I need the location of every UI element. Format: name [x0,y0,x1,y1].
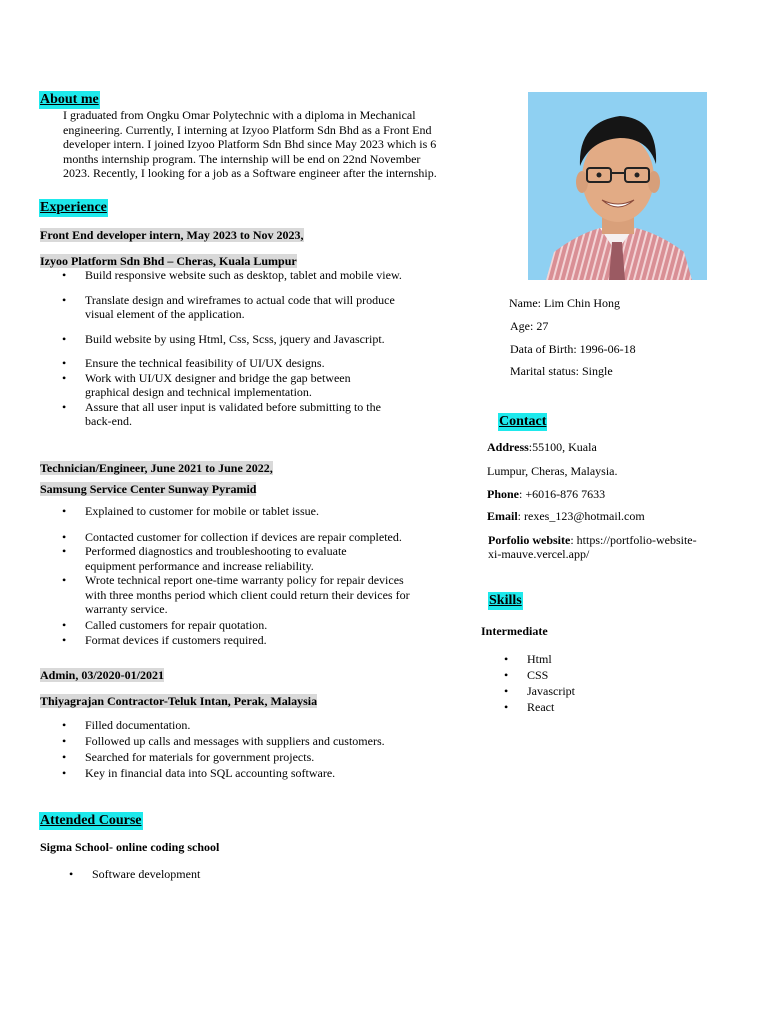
contact-portfolio [488,533,697,548]
about-line: months internship program. The internship will be end on 22nd November [63,151,421,166]
about-heading: About me [40,92,99,107]
skills-list [527,652,677,715]
list-item: • Followed up calls and messages with suppliers and customers. [85,734,455,749]
contact-address-line2: Lumpur, Cheras, Malaysia. [487,464,618,478]
list-item: • Searched for materials for government projects. [85,750,455,765]
contact-heading: Contact [499,414,547,429]
about-line: I graduated from Ongku Omar Polytechnic with a diploma in Mechanical [63,108,416,122]
email-value[interactable]: : rexes_123@hotmail.com [517,509,645,523]
contact-address [487,440,597,455]
profile-photo [528,92,707,280]
job-bullets [85,718,455,781]
list-item: • Software development [92,867,392,882]
list-item: • Wrote technical report one-time warranty policy for repair devices with three months period which client could return their devices for warranty service. [85,573,455,617]
list-item: • Work with UI/UX designer and bridge the gap between graphical design and technical implementation. [85,371,465,400]
list-item: • Translate design and wireframes to actual code that will produce visual element of the application. [85,293,465,322]
list-item: • Assure that all user input is validated before submitting to the back-end. [85,400,465,429]
job-bullets [85,504,455,648]
course-school: Sigma School- online coding school [40,840,220,854]
portfolio-label: Porfolio website [488,533,571,547]
profile-age: Age: 27 [510,319,549,333]
contact-phone [487,487,605,502]
list-item: • Explained to customer for mobile or tablet issue. [85,504,455,519]
job-company: Izyoo Platform Sdn Bhd – Cheras, Kuala Lumpur [40,254,297,268]
phone-value: : +6016-876 7633 [519,487,606,501]
profile-dob: Data of Birth: 1996-06-18 [510,342,636,356]
profile-name: Name: Lim Chin Hong [509,296,620,310]
job-title: Technician/Engineer, June 2021 to June 2022, [40,461,273,475]
list-item: • Contacted customer for collection if devices are repair completed. [85,530,455,545]
experience-heading: Experience [40,200,107,215]
address-label: Address [487,440,529,454]
about-line: engineering. Currently, I interning at Izyoo Platform Sdn Bhd as a Front End [63,122,432,137]
job-title: Admin, 03/2020-01/2021 [40,668,165,682]
list-item: • Called customers for repair quotation. [85,618,455,633]
list-item: • Format devices if customers required. [85,633,455,648]
job-company: Samsung Service Center Sunway Pyramid [40,482,257,496]
list-item: • CSS [527,668,677,683]
contact-email [487,509,645,524]
list-item: • Key in financial data into SQL accounting software. [85,766,455,781]
person-portrait-icon [528,92,707,280]
job-bullets [85,268,465,429]
list-item: • Build website by using Html, Css, Scss, jquery and Javascript. [85,332,465,347]
skills-level: Intermediate [481,624,548,638]
job-company: Thiyagrajan Contractor-Teluk Intan, Perak, Malaysia [40,694,318,708]
list-item: • Filled documentation. [85,718,455,733]
list-item: • React [527,700,677,715]
email-label: Email [487,509,518,523]
course-list [92,867,392,882]
contact-portfolio-line2[interactable]: xi-mauve.vercel.app/ [488,547,590,561]
skills-heading: Skills [489,593,522,608]
list-item: • Html [527,652,677,667]
list-item: • Ensure the technical feasibility of UI/UX designs. [85,356,465,371]
phone-label: Phone [487,487,520,501]
address-value: :55100, Kuala [528,440,597,454]
job-title: Front End developer intern, May 2023 to Nov 2023, [40,228,304,242]
list-item: • Javascript [527,684,677,699]
about-line: developer intern. I joined Izyoo Platform Sdn Bhd since May 2023 which is 6 [63,137,437,151]
profile-marital-status: Marital status: Single [510,364,613,378]
portfolio-link[interactable]: : https://portfolio-website- [570,533,697,547]
about-line: 2023. Recently, I looking for a job as a Software engineer after the internship. [63,166,437,180]
course-heading: Attended Course [40,813,142,828]
about-paragraph [63,108,463,181]
list-item: • Build responsive website such as desktop, tablet and mobile view. [85,268,465,283]
list-item: • Performed diagnostics and troubleshooting to evaluate equipment performance and increase reliability. [85,544,455,573]
